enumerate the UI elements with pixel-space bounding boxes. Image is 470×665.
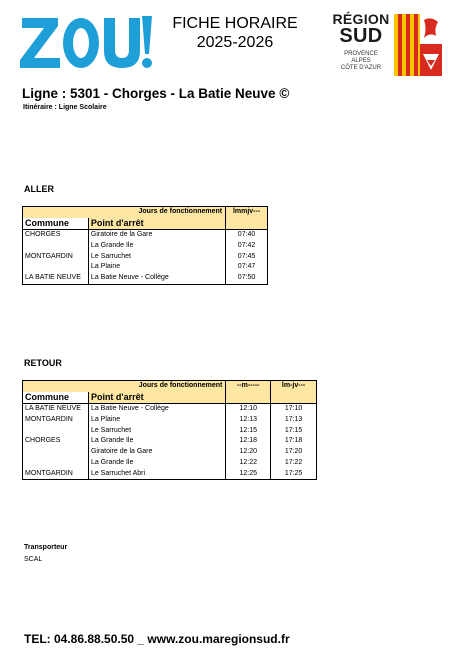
time-cell: 17:25 <box>271 468 317 479</box>
time-cell: 12:22 <box>226 458 271 469</box>
time-cell: 17:15 <box>271 425 317 436</box>
table-row <box>23 447 317 458</box>
region-sub2: ALPES <box>351 58 371 64</box>
commune-cell: MONTGARDIN <box>25 415 73 423</box>
stop-cell: Le Sarruchet <box>88 425 225 436</box>
stop-cell: La Plaine <box>88 262 225 273</box>
time-cell: 07:50 <box>226 273 268 284</box>
retour-col-commune: Commune <box>23 392 89 403</box>
footer-contact: TEL: 04.86.88.50.50 _ www.zou.maregionsud.fr <box>24 632 290 646</box>
stop-cell: Giratoire de la Gare <box>88 229 225 240</box>
stop-cell: Le Sarruchet <box>88 251 225 262</box>
region-word: RÉGION <box>332 11 390 27</box>
time-cell: 07:45 <box>226 251 268 262</box>
region-sub1: PROVENCE <box>344 51 378 57</box>
document-title <box>160 14 310 52</box>
region-flag-icon <box>394 14 442 76</box>
region-sub3: CÔTE D'AZUR <box>340 65 382 71</box>
table-row <box>23 436 317 447</box>
retour-jours-label: Jours de fonctionnement <box>23 381 226 392</box>
retour-colhead-row <box>23 392 317 403</box>
table-row <box>23 403 317 414</box>
transporteur-label: Transporteur <box>24 544 68 551</box>
stop-cell: La Grande Ile <box>88 240 225 251</box>
stop-cell: La Batie Neuve - Collège <box>88 403 225 414</box>
table-row <box>23 458 317 469</box>
stop-cell: Le Sarruchet Abri <box>88 468 225 479</box>
time-cell: 17:20 <box>271 447 317 458</box>
commune-cell: LA BATIE NEUVE <box>25 404 81 412</box>
commune-cell: MONTGARDIN <box>25 252 73 260</box>
time-cell: 17:10 <box>271 403 317 414</box>
time-cell: 17:18 <box>271 436 317 447</box>
table-row <box>23 468 317 479</box>
time-cell: 17:22 <box>271 458 317 469</box>
table-row <box>23 273 268 284</box>
region-logo-text <box>330 12 392 72</box>
stop-cell: La Batie Neuve - Collège <box>88 273 225 284</box>
time-cell: 17:13 <box>271 414 317 425</box>
time-cell: 12:25 <box>226 468 271 479</box>
commune-cell <box>23 458 89 469</box>
time-cell: 07:40 <box>226 229 268 240</box>
retour-table <box>22 380 317 480</box>
aller-table <box>22 206 268 285</box>
time-cell: 12:13 <box>226 414 271 425</box>
retour-day-header-1: --m----- <box>226 381 271 392</box>
table-row <box>23 262 268 273</box>
table-row <box>23 425 317 436</box>
commune-cell: CHORGES <box>25 437 61 445</box>
commune-cell <box>23 262 89 273</box>
aller-day-header: lmmjv--- <box>226 207 268 218</box>
aller-col-blank <box>226 218 268 229</box>
time-cell: 07:42 <box>226 240 268 251</box>
time-cell: 12:18 <box>226 436 271 447</box>
commune-cell: CHORGES <box>25 230 61 238</box>
stop-cell: La Grande Ile <box>88 458 225 469</box>
line-title: Ligne : 5301 - Chorges - La Batie Neuve © <box>22 86 290 101</box>
aller-header-row <box>23 207 268 218</box>
time-cell: 07:47 <box>226 262 268 273</box>
retour-day-header-2: lm-jv--- <box>271 381 317 392</box>
commune-cell: LA BATIE NEUVE <box>25 274 81 282</box>
commune-cell <box>23 425 89 436</box>
table-row <box>23 229 268 240</box>
title-line2: 2025-2026 <box>196 34 274 51</box>
retour-label: RETOUR <box>24 358 62 368</box>
itinerary: Itinéraire : Ligne Scolaire <box>23 104 107 111</box>
aller-col-commune: Commune <box>23 218 89 229</box>
stop-cell: La Plaine <box>88 414 225 425</box>
commune-cell <box>23 240 89 251</box>
retour-header-row <box>23 381 317 392</box>
stop-cell: Giratoire de la Gare <box>88 447 225 458</box>
aller-jours-label: Jours de fonctionnement <box>23 207 226 218</box>
aller-col-point: Point d'arrêt <box>88 218 225 229</box>
retour-col-point: Point d'arrêt <box>88 392 225 403</box>
aller-label: ALLER <box>24 184 54 194</box>
commune-cell: MONTGARDIN <box>25 469 73 477</box>
retour-col-blank-1 <box>226 392 271 403</box>
time-cell: 12:10 <box>226 403 271 414</box>
time-cell: 12:20 <box>226 447 271 458</box>
time-cell: 12:15 <box>226 425 271 436</box>
stop-cell: La Grande Ile <box>88 436 225 447</box>
sud-word: SUD <box>339 25 383 47</box>
table-row <box>23 251 268 262</box>
aller-colhead-row <box>23 218 268 229</box>
commune-cell <box>23 447 89 458</box>
table-row <box>23 240 268 251</box>
retour-col-blank-2 <box>271 392 317 403</box>
transporteur-value: SCAL <box>24 556 43 563</box>
zou-logo <box>18 10 154 74</box>
title-line1: FICHE HORAIRE <box>172 15 298 32</box>
table-row <box>23 414 317 425</box>
